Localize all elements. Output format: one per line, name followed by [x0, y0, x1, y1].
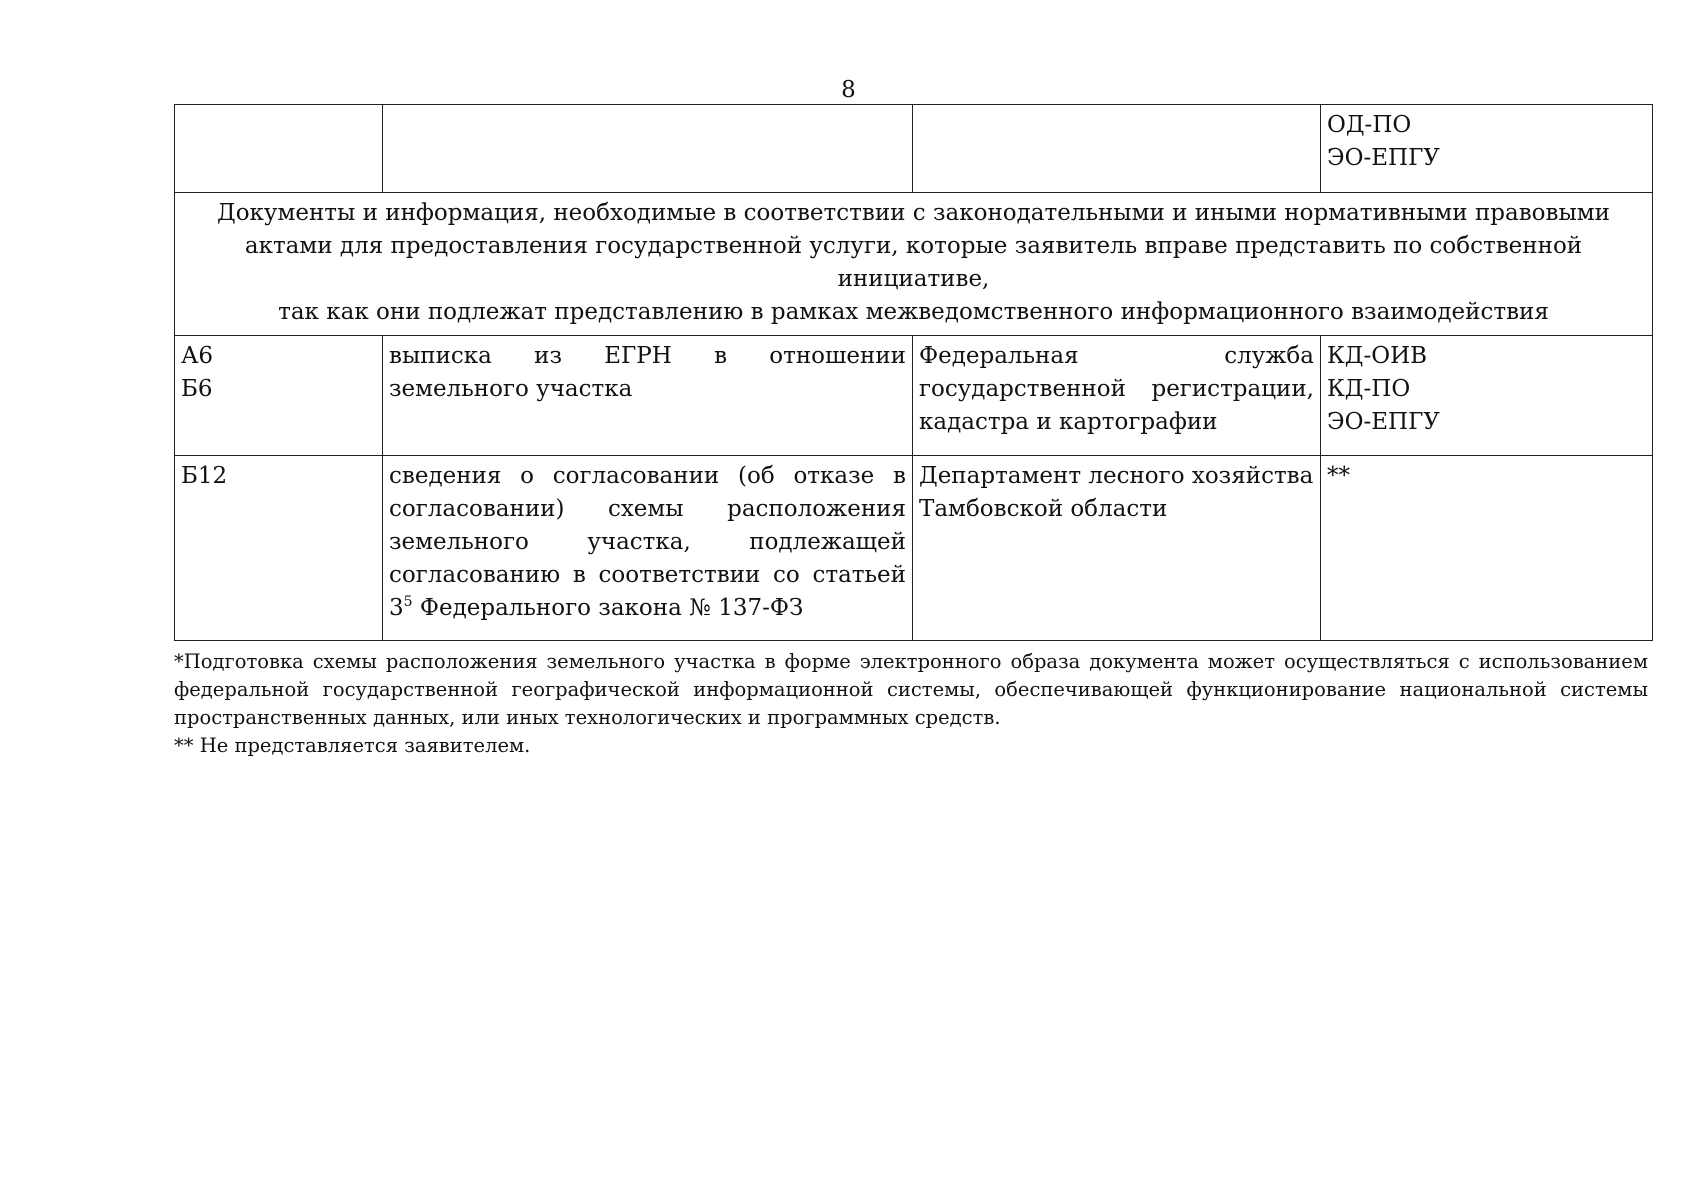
- document-code: Б6: [181, 376, 213, 402]
- document-line: сведения о согласовании (об отказе в: [389, 463, 906, 489]
- table-cell-code: [175, 456, 383, 641]
- section-header: [175, 193, 1653, 336]
- law-reference: Федерального закона № 137-ФЗ: [412, 595, 804, 621]
- law-article-number: 3: [389, 595, 404, 621]
- document-line: согласовании) схемы расположения: [389, 496, 906, 522]
- document-line-last: [389, 592, 906, 625]
- document-line: земельного участка, подлежащей: [389, 529, 906, 555]
- table-cell-document: [383, 336, 913, 456]
- document-line: земельного участка: [389, 376, 633, 402]
- table-cell-source: [913, 336, 1321, 456]
- law-article-superscript: 5: [403, 594, 413, 610]
- source-line: Федеральная служба: [919, 343, 1314, 369]
- table-cell-form: [1321, 105, 1653, 193]
- section-header-line: актами для предоставления государственной услуги, которые заявитель вправе представить по собственной инициативе,: [244, 233, 1583, 292]
- table-row: [175, 456, 1653, 641]
- table-cell-code: [175, 105, 383, 193]
- table-cell-form: [1321, 336, 1653, 456]
- footnote: ** Не представляется заявителем.: [174, 734, 531, 757]
- document-code: Б12: [181, 463, 228, 489]
- source-line: Тамбовской области: [919, 496, 1168, 522]
- documents-table: [174, 104, 1653, 641]
- table-cell-document: [383, 456, 913, 641]
- document-code: А6: [181, 343, 214, 369]
- section-header-line: Документы и информация, необходимые в соответствии с законодательными и иными нормативными правовыми: [217, 200, 1610, 226]
- page-number: 8: [841, 77, 856, 103]
- table-row: [175, 336, 1653, 456]
- table-row-top: [175, 105, 1653, 193]
- source-line: кадастра и картографии: [919, 409, 1218, 435]
- document-line: выписка из ЕГРН в отношении: [389, 343, 906, 369]
- footnotes: [174, 648, 1648, 760]
- form-line: КД-ОИВ: [1327, 343, 1428, 369]
- section-header-line: так как они подлежат представлению в рамках межведомственного информационного взаимодействия: [278, 299, 1549, 325]
- table-cell-code: [175, 336, 383, 456]
- section-header-row: [175, 193, 1653, 336]
- table-cell-source: [913, 456, 1321, 641]
- source-line: Департамент лесного хозяйства: [919, 463, 1314, 489]
- table-cell-source: [913, 105, 1321, 193]
- form-line: КД-ПО: [1327, 376, 1411, 402]
- document-line: согласованию в соответствии со статьей: [389, 562, 906, 588]
- source-line: государственной регистрации,: [919, 376, 1314, 402]
- footnote: *Подготовка схемы расположения земельного участка в форме электронного образа документа может осуществляться с использованием федеральной государственной географической информационной системы, обеспечивающей функционирование национальной системы пространственных данных, или иных технологических и программных средств.: [174, 650, 1648, 729]
- form-line: ОД-ПО: [1327, 112, 1412, 138]
- form-line: ЭО-ЕПГУ: [1327, 145, 1440, 171]
- table-cell-document: [383, 105, 913, 193]
- table-cell-form: [1321, 456, 1653, 641]
- form-line: ЭО-ЕПГУ: [1327, 409, 1440, 435]
- form-line: **: [1327, 463, 1350, 489]
